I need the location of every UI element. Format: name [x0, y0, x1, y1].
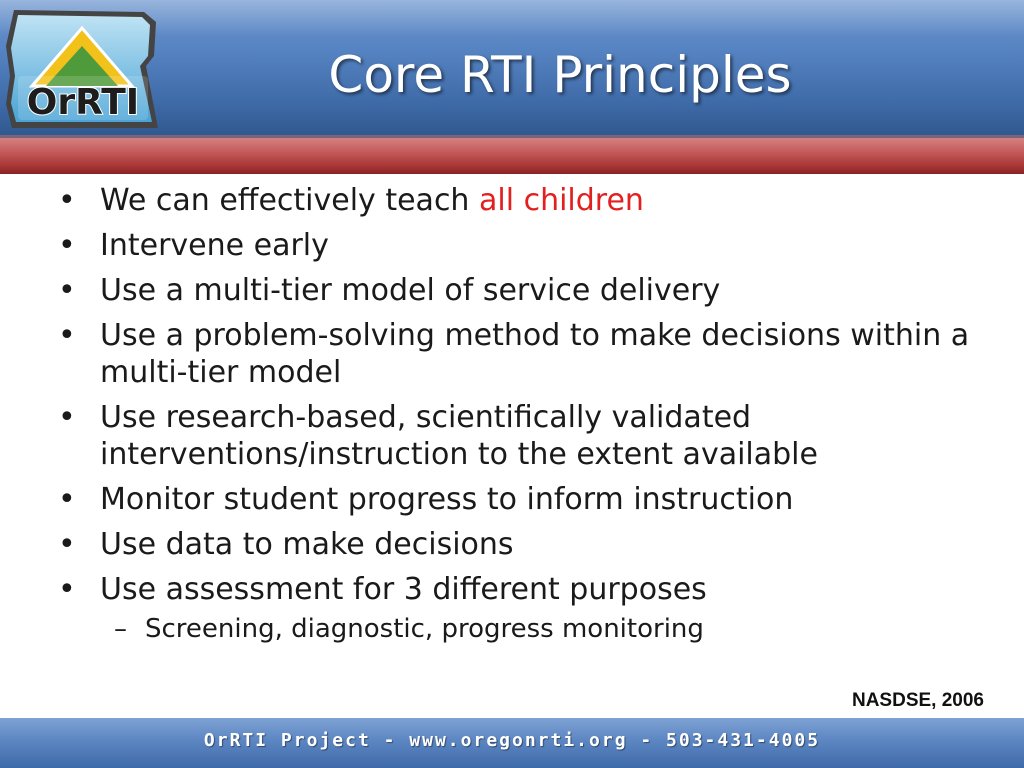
bullet-text: Monitor student progress to inform instruction — [100, 482, 794, 517]
bullet-text: Use a multi-tier model of service delivery — [100, 273, 721, 308]
bullet-text: Use assessment for 3 different purposes — [100, 572, 707, 607]
band-divider — [0, 135, 1024, 138]
bullet-text: Use research-based, scientifically validated interventions/instruction to the extent available — [100, 400, 818, 472]
bullet-item — [56, 481, 986, 518]
bullet-item — [56, 317, 986, 391]
bullet-text: Intervene early — [100, 228, 329, 263]
citation: NASDSE, 2006 — [851, 690, 984, 711]
bullet-marker: • — [58, 318, 76, 353]
footer-text: OrRTI Project - www.oregonrti.org - 503-431-4005 — [203, 730, 821, 751]
bullet-marker: • — [58, 183, 76, 218]
slide-title: Core RTI Principles — [328, 46, 792, 104]
bullet-list — [56, 176, 986, 646]
sub-bullet-text: Screening, diagnostic, progress monitoring — [145, 614, 704, 644]
bullet-marker: • — [58, 482, 76, 517]
logo-text: OrRTI — [26, 82, 140, 123]
orrti-logo — [4, 6, 162, 134]
bullet-item — [56, 227, 986, 264]
bullet-item — [56, 399, 986, 473]
bullet-marker: • — [58, 273, 76, 308]
bullet-item — [56, 182, 986, 219]
bullet-text: Use data to make decisions — [100, 527, 514, 562]
bullet-marker: • — [58, 400, 76, 435]
sub-bullet-marker: – — [114, 614, 127, 644]
bullet-marker: • — [58, 572, 76, 607]
bullet-item — [56, 571, 986, 608]
footer-bar — [0, 718, 1024, 768]
red-accent-band — [0, 135, 1024, 174]
bullet-item — [56, 272, 986, 309]
bullet-text: We can effectively teach — [100, 183, 479, 218]
bullet-item — [56, 526, 986, 563]
bullet-marker: • — [58, 527, 76, 562]
bullet-highlight: all children — [478, 183, 644, 218]
sub-bullet-item — [56, 612, 986, 646]
bullet-marker: • — [58, 228, 76, 263]
bullet-text: Use a problem-solving method to make decisions within a multi-tier model — [100, 318, 970, 390]
